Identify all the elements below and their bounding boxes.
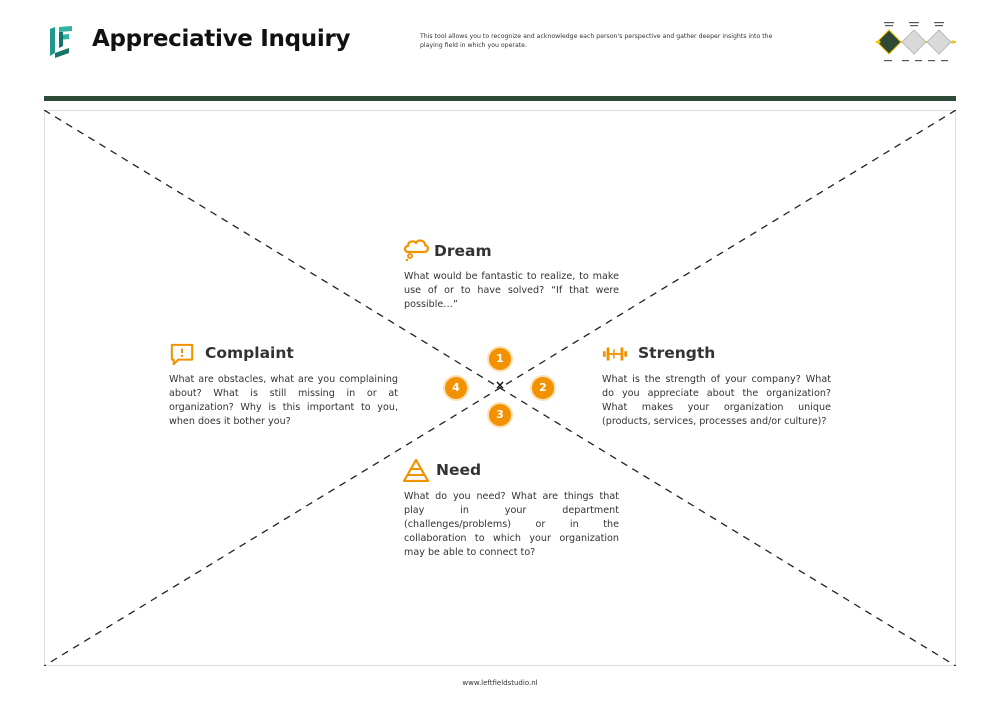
header-divider (44, 96, 956, 101)
badge-strength: 2 (532, 377, 554, 399)
need-title: Need (436, 461, 482, 479)
badge-need: 3 (489, 404, 511, 426)
speech-bubble-alert-icon (169, 343, 195, 367)
complaint-title: Complaint (205, 344, 294, 362)
thought-cloud-icon (403, 238, 429, 262)
need-text: What do you need? What are things that play in your department (challenges/problems) or in the collaboration to which your organization may be able to connect to? (404, 491, 619, 558)
pyramid-icon (403, 458, 429, 482)
process-diamonds-icon (870, 18, 960, 68)
center-mark: × (495, 378, 506, 392)
dumbbell-icon (602, 342, 628, 366)
leftfield-logo (48, 26, 74, 58)
strength-title: Strength (638, 344, 716, 362)
tool-description: This tool allows you to recognize and acknowledge each person's perspective and gather deeper insights into the playing field in which you operate. (420, 33, 773, 49)
badge-dream: 1 (489, 348, 511, 370)
footer-url: www.leftfieldstudio.nl (462, 679, 538, 687)
dream-title: Dream (434, 242, 492, 260)
dream-text: What would be fantastic to realize, to make use of or to have solved? “If that were possible…” (404, 271, 619, 310)
strength-text: What is the strength of your company? What do you appreciate about the organization? What makes your organization unique (products, services, processes and/or culture)? (602, 374, 831, 427)
badge-complaint: 4 (445, 377, 467, 399)
complaint-text: What are obstacles, what are you complaining about? What is still missing in or at organization? Why is this important to you, when does it bother you? (169, 374, 398, 427)
page-title: Appreciative Inquiry (92, 26, 351, 52)
